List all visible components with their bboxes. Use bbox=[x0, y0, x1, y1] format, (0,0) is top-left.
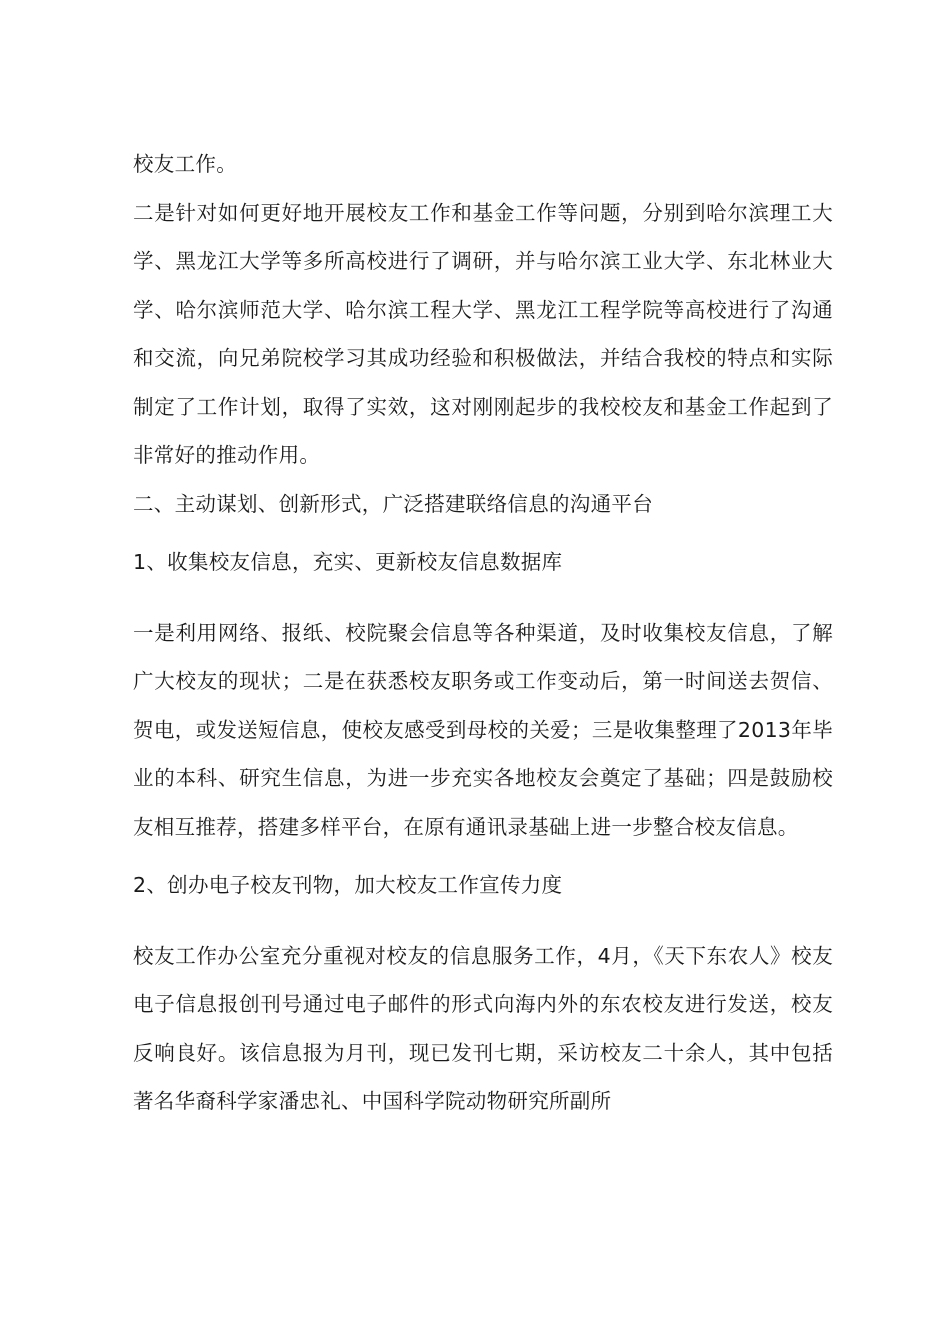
subheading-1: 1、收集校友信息，充实、更新校友信息数据库 bbox=[133, 550, 563, 574]
section-heading-2: 二、主动谋划、创新形式，广泛搭建联络信息的沟通平台 bbox=[133, 491, 653, 516]
subheading-2: 2、创办电子校友刊物，加大校友工作宣传力度 bbox=[133, 873, 563, 897]
paragraph-continuation: 校友工作。 bbox=[133, 152, 237, 176]
paragraph-e-newsletter: 校友工作办公室充分重视对校友的信息服务工作，4月，《天下东农人》校友电子信息报创刊号通过电子邮件的形式向海内外的东农校友进行发送，校友反响良好。该信息报为月刊，现已发刊七期，采访校友二十余人，其中包括著名华裔科学家潘忠礼、中国科学院动物研究所副所 bbox=[133, 943, 833, 1113]
document-body bbox=[133, 140, 833, 1126]
paragraph-research: 二是针对如何更好地开展校友工作和基金工作等问题，分别到哈尔滨理工大学、黑龙江大学等多所高校进行了调研，并与哈尔滨工业大学、东北林业大学、哈尔滨师范大学、哈尔滨工程大学、黑龙江工程学院等高校进行了沟通和交流，向兄弟院校学习其成功经验和积极做法，并结合我校的特点和实际制定了工作计划，取得了实效，这对刚刚起步的我校校友和基金工作起到了非常好的推动作用。 bbox=[133, 200, 833, 467]
paragraph-collect-info: 一是利用网络、报纸、校院聚会信息等各种渠道，及时收集校友信息，了解广大校友的现状；二是在获悉校友职务或工作变动后，第一时间送去贺信、贺电，或发送短信息，使校友感受到母校的关爱；三是收集整理了2013年毕业的本科、研究生信息，为进一步充实各地校友会奠定了基础；四是鼓励校友相互推荐，搭建多样平台，在原有通讯录基础上进一步整合校友信息。 bbox=[133, 620, 833, 839]
